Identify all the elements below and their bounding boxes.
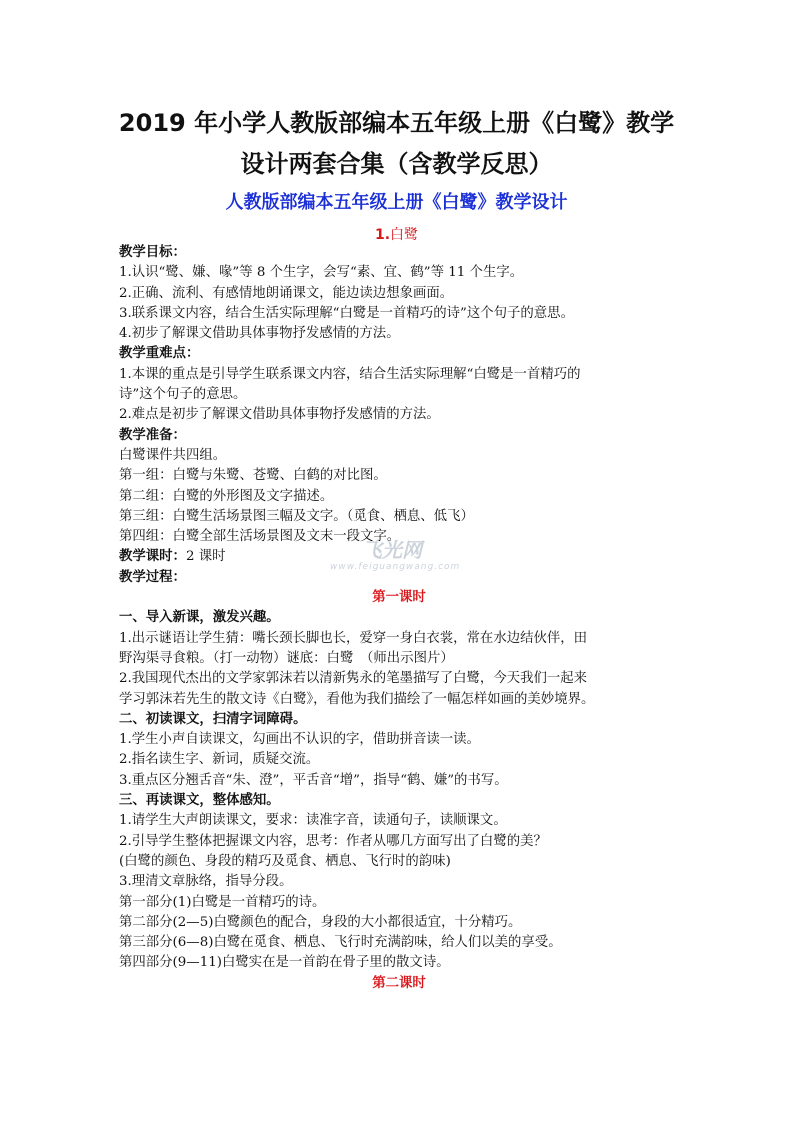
doc-title-line-1: 2019 年小学人教版部编本五年级上册《白鹭》教学: [118, 109, 675, 137]
document-body: [119, 243, 679, 994]
section-3-line: 第一部分(1)白鹭是一首精巧的诗。: [119, 894, 326, 910]
section-2-line: 3.重点区分翘舌音“朱、澄”，平舌音“增”，指导“鹤、嫌”的书写。: [119, 772, 508, 788]
section-2-line: 2.指名读生字、新词，质疑交流。: [119, 752, 320, 768]
section-3-line: 3.理清文章脉络，指导分段。: [119, 874, 293, 890]
watermark-logo: 飞光网: [362, 538, 422, 562]
goal-item: 4.初步了解课文借助具体事物抒发感情的方法。: [119, 326, 400, 342]
keypoint-item: 诗”这个句子的意思。: [119, 387, 247, 403]
hours-heading: 教学课时：: [119, 549, 186, 565]
section-3-line: 第三部分(6—8)白鹭在觅食、栖息、飞行时充满韵味，给人们以美的享受。: [119, 935, 562, 951]
process-heading: 教学过程：: [119, 569, 186, 585]
prep-item: 第一组：白鹭与朱鹭、苍鹭、白鹤的对比图。: [119, 468, 387, 484]
goal-item: 1.认识“鹭、嫌、喙”等 8 个生字，会写“素、宜、鹤”等 11 个生字。: [119, 265, 524, 281]
section-3-line: 2.引导学生整体把握课文内容，思考：作者从哪几方面写出了白鹭的美？: [119, 833, 547, 849]
lesson-heading: [0, 224, 793, 244]
prep-heading: 教学准备：: [119, 427, 186, 443]
prep-item: 第二组：白鹭的外形图及文字描述。: [119, 488, 334, 504]
section-3-line: 1.请学生大声朗读课文，要求：读准字音，读通句子，读顺课文。: [119, 813, 507, 829]
keypoint-item: 1.本课的重点是引导学生联系课文内容，结合生活实际理解“白鹭是一首精巧的: [119, 366, 581, 382]
doc-title-line-2: 设计两套合集（含教学反思）: [240, 150, 553, 178]
prep-item: 第四组：白鹭全部生活场景图及文末一段文字。: [119, 529, 401, 545]
section-3-heading: 三、再读课文，整体感知。: [119, 793, 280, 809]
lesson-number: 1.: [374, 227, 391, 243]
section-1-line: 学习郭沫若先生的散文诗《白鹭》，看他为我们描绘了一幅怎样如画的美妙境界。: [119, 691, 595, 707]
section-3-line: 第二部分(2—5)白鹭颜色的配合，身段的大小都很适宜，十分精巧。: [119, 914, 522, 930]
lesson-1-label: 第一课时: [372, 590, 426, 606]
section-1-heading: 一、导入新课，激发兴趣。: [119, 610, 280, 626]
section-3-line: 第四部分(9—11)白鹭实在是一首韵在骨子里的散文诗。: [119, 955, 450, 971]
hours-value: 2 课时: [185, 549, 226, 565]
keypoints-heading: 教学重难点：: [119, 346, 200, 362]
doc-subtitle: 人教版部编本五年级上册《白鹭》教学设计: [225, 192, 568, 213]
goal-item: 2.正确、流利、有感情地朗诵课文，能边读边想象画面。: [119, 285, 454, 301]
section-2-heading: 二、初读课文，扫清字词障碍。: [119, 711, 307, 727]
site-watermark: [322, 534, 462, 584]
lesson-name: 白鹭: [390, 227, 419, 243]
keypoint-item: 2.难点是初步了解课文借助具体事物抒发感情的方法。: [119, 407, 440, 423]
watermark-url: www.feiguangwang.com: [330, 562, 461, 572]
section-3-line: (白鹭的颜色、身段的精巧及觅食、栖息、飞行时的韵味): [119, 853, 451, 869]
section-2-line: 1.学生小声自读课文，勾画出不认识的字，借助拼音读一读。: [119, 732, 480, 748]
goal-item: 3.联系课文内容，结合生活实际理解“白鹭是一首精巧的诗”这个句子的意思。: [119, 305, 574, 321]
goals-heading: 教学目标：: [119, 245, 186, 260]
section-1-line: 野沟渠寻食粮。（打一动物）谜底：白鹭 （师出示图片）: [119, 650, 454, 666]
section-1-line: 2.我国现代杰出的文学家郭沫若以清新隽永的笔墨描写了白鹭，今天我们一起来: [119, 671, 588, 687]
lesson-2-label: 第二课时: [372, 975, 426, 991]
prep-item: 白鹭课件共四组。: [119, 447, 227, 463]
section-1-line: 1.出示谜语让学生猜：嘴长颈长脚也长，爱穿一身白衣裳，常在水边结伙伴，田: [119, 630, 588, 646]
prep-item: 第三组：白鹭生活场景图三幅及文字。（觅食、栖息、低飞）: [119, 508, 474, 524]
